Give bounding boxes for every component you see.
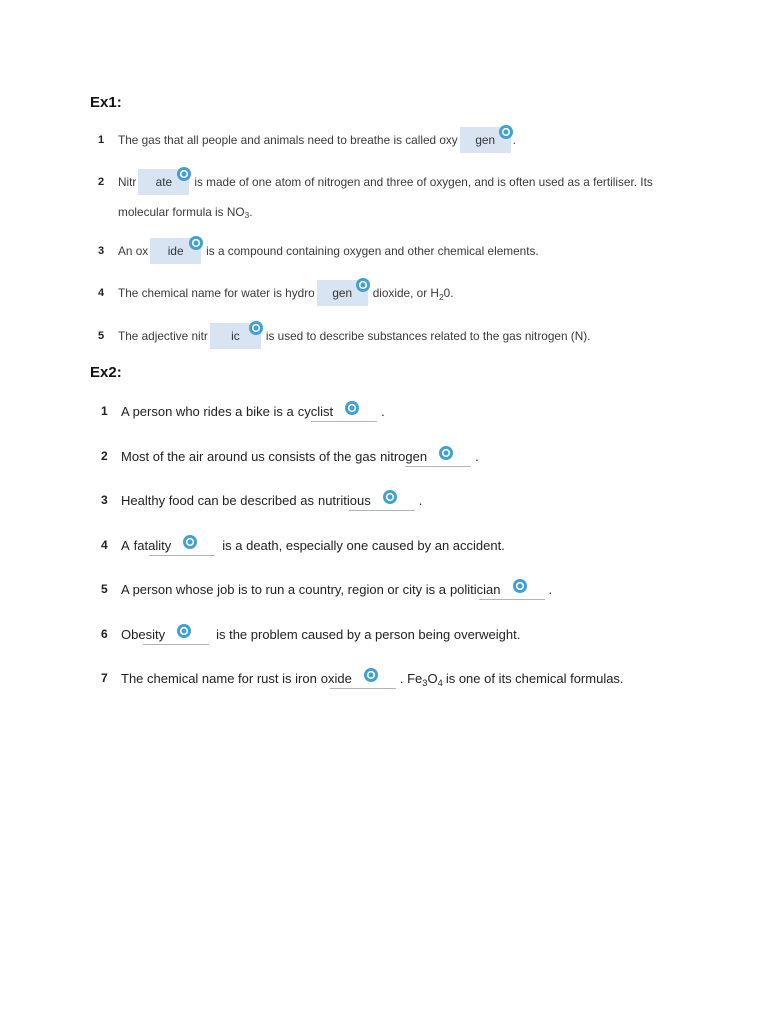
target-icon[interactable] xyxy=(439,446,453,460)
target-icon[interactable] xyxy=(345,401,359,415)
answer-blank[interactable] xyxy=(311,401,377,422)
question-text-part: . Fe xyxy=(399,670,423,686)
answer-text: gen xyxy=(332,286,353,300)
question-text-part: is one of its chemical formulas. xyxy=(445,670,624,686)
target-icon[interactable] xyxy=(249,321,263,335)
question-number: 3 xyxy=(98,245,105,257)
question-text-part: 0. xyxy=(443,286,454,300)
ex1-question-2 xyxy=(98,169,653,195)
subscript: 3 xyxy=(244,209,250,220)
question-text-end: . xyxy=(548,581,553,597)
answer-text: politician xyxy=(449,581,501,597)
question-text-end: is made of one atom of nitrogen and three of oxygen, and is often used as a fertiliser. Its xyxy=(194,175,653,189)
question-text-end: is a death, especially one caused by an accident. xyxy=(222,537,505,553)
target-icon[interactable] xyxy=(177,624,191,638)
answer-blank[interactable] xyxy=(349,490,415,511)
answer-field[interactable] xyxy=(460,127,511,153)
answer-text: ate xyxy=(155,175,173,189)
question-text-end: is a compound containing oxygen and other chemical elements. xyxy=(206,244,539,258)
question-text: A person who rides a bike is a xyxy=(121,403,294,419)
question-text-end: . xyxy=(249,205,253,219)
answer-text: ide xyxy=(167,244,184,258)
target-icon[interactable] xyxy=(177,167,191,181)
question-number: 1 xyxy=(98,134,105,146)
target-icon[interactable] xyxy=(183,535,197,549)
question-text: The chemical name for rust is iron xyxy=(121,670,317,686)
ex2-question-2 xyxy=(101,445,479,467)
answer-blank[interactable] xyxy=(330,668,396,689)
ex1-question-3 xyxy=(98,238,539,264)
ex2-question-7 xyxy=(101,667,624,689)
ex1-question-1 xyxy=(98,127,516,153)
question-text: A person whose job is to run a country, region or city is a xyxy=(121,581,446,597)
question-text: Nitr xyxy=(118,175,137,189)
target-icon[interactable] xyxy=(383,490,397,504)
question-text-end: . xyxy=(475,448,479,464)
ex2-question-4 xyxy=(101,534,505,556)
ex1-heading: Ex1: xyxy=(90,94,122,111)
question-number: 5 xyxy=(98,330,105,342)
answer-text: ic xyxy=(231,329,240,343)
question-text-part: dioxide, or H xyxy=(372,286,439,300)
answer-text: cyclist xyxy=(297,403,334,419)
answer-field[interactable] xyxy=(210,323,261,349)
question-number: 5 xyxy=(101,582,108,596)
question-text-end: is the problem caused by a person being overweight. xyxy=(216,626,521,642)
answer-blank[interactable] xyxy=(143,624,209,645)
question-text-end: . xyxy=(418,492,423,508)
question-text-end: . xyxy=(381,403,385,419)
question-text: The gas that all people and animals need to breathe is called oxy xyxy=(118,133,458,147)
target-icon[interactable] xyxy=(189,236,203,250)
ex2-question-1 xyxy=(101,400,385,422)
answer-blank[interactable] xyxy=(479,579,545,600)
target-icon[interactable] xyxy=(364,668,378,682)
subscript: 4 xyxy=(437,677,443,688)
answer-field[interactable] xyxy=(138,169,189,195)
answer-field[interactable] xyxy=(317,280,368,306)
answer-blank[interactable] xyxy=(405,446,471,467)
ex1-question-4 xyxy=(98,280,454,306)
answer-text: oxide xyxy=(320,670,352,686)
answer-text: fatality xyxy=(133,537,172,553)
question-number: 7 xyxy=(101,671,108,685)
ex1-question-5 xyxy=(98,323,591,349)
target-icon[interactable] xyxy=(513,579,527,593)
ex2-question-3 xyxy=(101,489,423,511)
question-text: molecular formula is NO xyxy=(118,205,245,219)
question-number: 2 xyxy=(101,449,108,463)
answer-text: gen xyxy=(475,133,496,147)
answer-text: nutritious xyxy=(317,492,371,508)
question-text-end: . xyxy=(512,133,516,147)
question-text: The chemical name for water is hydro xyxy=(118,286,315,300)
question-text-part: O xyxy=(427,670,438,686)
question-text: The adjective nitr xyxy=(118,329,208,343)
question-text-end xyxy=(373,286,454,300)
subscript: 3 xyxy=(422,677,428,688)
ex1-question-2-continuation xyxy=(118,203,253,221)
question-text: Most of the air around us consists of the gas xyxy=(121,448,377,464)
ex2-question-5 xyxy=(101,578,553,600)
question-number: 6 xyxy=(101,627,108,641)
answer-blank[interactable] xyxy=(149,535,215,556)
question-text-end: is used to describe substances related to the gas nitrogen (N). xyxy=(265,329,591,343)
target-icon[interactable] xyxy=(499,125,513,139)
ex2-heading: Ex2: xyxy=(90,364,122,381)
question-text: A xyxy=(121,537,130,553)
question-number: 4 xyxy=(101,538,108,552)
question-text: An ox xyxy=(118,244,149,258)
answer-text: nitrogen xyxy=(380,448,428,464)
question-number: 1 xyxy=(101,404,108,418)
ex2-question-6 xyxy=(101,623,521,645)
question-number: 3 xyxy=(101,493,108,507)
question-number: 2 xyxy=(98,176,105,188)
question-text-end xyxy=(400,671,624,686)
question-text: Healthy food can be described as xyxy=(121,492,314,508)
target-icon[interactable] xyxy=(356,278,370,292)
answer-field[interactable] xyxy=(150,238,201,264)
question-number: 4 xyxy=(98,287,105,299)
answer-text: Obesity xyxy=(121,626,166,642)
subscript: 2 xyxy=(438,291,444,302)
